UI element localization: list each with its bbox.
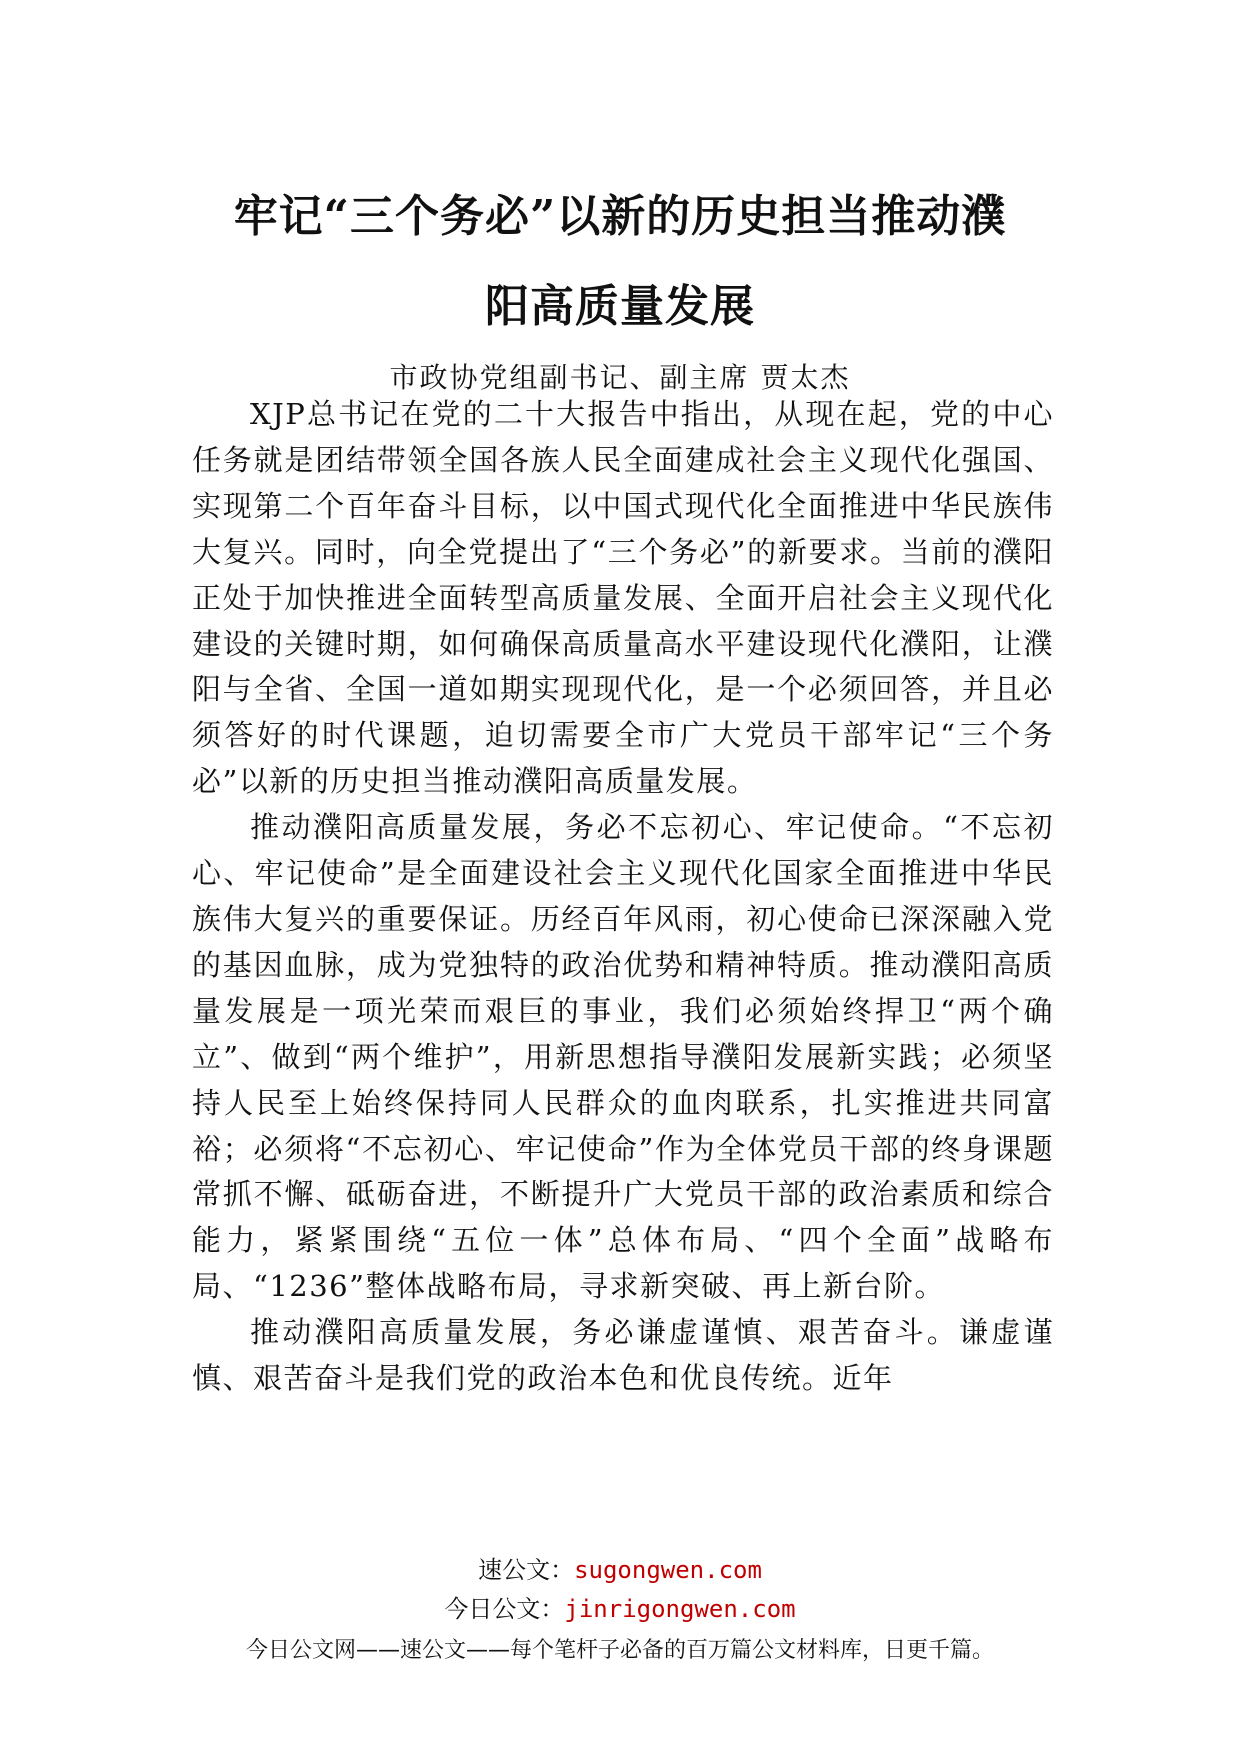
title-line-1: 牢记“三个务必”以新的历史担当推动濮 — [233, 191, 1007, 242]
paragraph-1: XJP总书记在党的二十大报告中指出，从现在起，党的中心任务就是团结带领全国各族人民全面建成社会主义现代化强国、实现第二个百年奋斗目标，以中国式现代化全面推进中华民族伟大复兴。同时，向全党提出了“三个务必”的新要求。当前的濮阳正处于加快推进全面转型高质量发展、全面开启社会主义现代化建设的关键时期，如何确保高质量高水平建设现代化濮阳，让濮阳与全省、全国一道如期实现现代化，是一个必须回答，并且必须答好的时代课题，迫切需要全市广大党员干部牢记“三个务必”以新的历史担当推动濮阳高质量发展。 — [192, 397, 1054, 799]
footer-link-sugongwen[interactable]: sugongwen.com — [574, 1556, 762, 1584]
paragraph-3: 推动濮阳高质量发展，务必谦虚谨慎、艰苦奋斗。谦虚谨慎、艰苦奋斗是我们党的政治本色和优良传统。近年 — [192, 1315, 1054, 1396]
footer-line-sugongwen — [0, 1550, 1240, 1585]
footer-line-jinrigongwen — [0, 1589, 1240, 1624]
footer-link-jinrigongwen[interactable]: jinrigongwen.com — [564, 1595, 796, 1623]
paragraph-2: 推动濮阳高质量发展，务必不忘初心、牢记使命。“不忘初心、牢记使命”是全面建设社会主义现代化国家全面推进中华民族伟大复兴的重要保证。历经百年风雨，初心使命已深深融入党的基因血脉，成为党独特的政治优势和精神特质。推动濮阳高质量发展是一项光荣而艰巨的事业，我们必须始终捍卫“两个确立”、做到“两个维护”，用新思想指导濮阳发展新实践；必须坚持人民至上始终保持同人民群众的血肉联系，扎实推进共同富裕；必须将“不忘初心、牢记使命”作为全体党员干部的终身课题常抓不懈、砥砺奋进，不断提升广大党员干部的政治素质和综合能力，紧紧围绕“五位一体”总体布局、“四个全面”战略布局、“1236”整体战略布局，寻求新突破、再上新台阶。 — [192, 810, 1054, 1304]
title-line-2: 阳高质量发展 — [485, 281, 755, 332]
footer-label-sugongwen: 速公文： — [478, 1556, 575, 1584]
footer-slogan: 今日公文网——速公文——每个笔杆子必备的百万篇公文材料库，日更千篇。 — [245, 1638, 994, 1663]
author-byline: 市政协党组副书记、副主席 贾太杰 — [389, 361, 851, 394]
document-body — [192, 392, 1054, 1402]
footer-label-jinrigongwen: 今日公文： — [444, 1595, 565, 1623]
